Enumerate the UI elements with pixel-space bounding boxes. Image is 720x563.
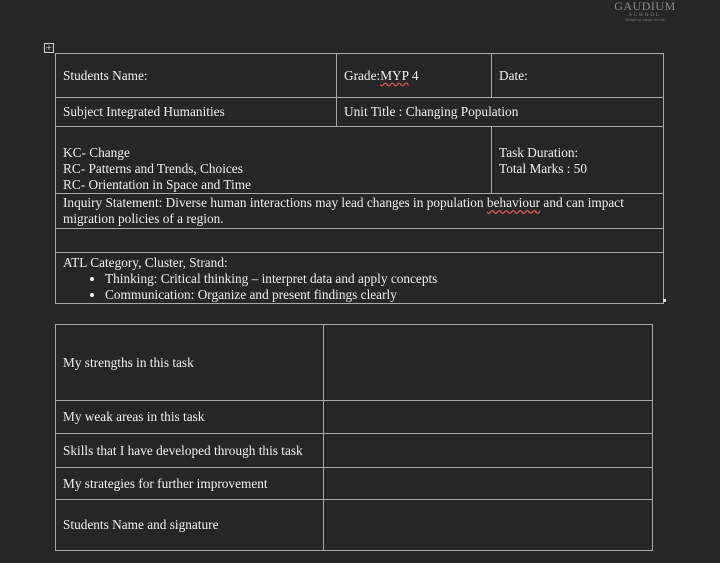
students-name-cell[interactable]: Students Name: (56, 54, 337, 98)
assessment-header-table (55, 53, 664, 304)
concepts-cell[interactable] (56, 127, 492, 194)
table-move-handle-icon[interactable]: + (45, 43, 53, 52)
grade-prefix: Grade: (344, 67, 381, 83)
concept-line: RC- Patterns and Trends, Choices (63, 161, 243, 176)
subject-cell[interactable]: Subject Integrated Humanities (56, 98, 337, 127)
inquiry-text-end: and can impact migration policies of a region. (63, 195, 624, 226)
reflection-answer-cell[interactable] (324, 401, 653, 434)
inquiry-flagged-word: behaviour (486, 195, 541, 210)
reflection-label: My strengths in this task (56, 325, 324, 401)
concept-line: RC- Orientation in Space and Time (63, 177, 251, 192)
reflection-label: Skills that I have developed through this task (56, 434, 324, 468)
school-logo (604, 0, 686, 23)
logo-name: GAUDIUM (614, 0, 676, 13)
reflection-answer-cell[interactable] (324, 468, 653, 500)
concept-line: KC- Change (63, 145, 130, 160)
reflection-answer-cell[interactable] (324, 500, 653, 551)
inquiry-statement-cell[interactable] (56, 194, 664, 229)
empty-row-cell[interactable] (56, 229, 664, 253)
task-info-cell[interactable] (492, 127, 664, 194)
task-duration: Task Duration: (499, 145, 579, 160)
total-marks: Total Marks : 50 (499, 161, 588, 176)
grade-cell[interactable] (337, 54, 492, 98)
reflection-answer-cell[interactable] (324, 325, 653, 401)
inquiry-text: Inquiry Statement: Diverse human interactions may lead changes in population (63, 195, 487, 210)
date-cell[interactable]: Date: (492, 54, 664, 98)
grade-number: 4 (408, 67, 419, 83)
grade-value: MYP (380, 67, 409, 83)
reflection-label: Students Name and signature (56, 500, 324, 551)
atl-list (63, 271, 656, 303)
reflection-label: My strategies for further improvement (56, 468, 324, 500)
reflection-answer-cell[interactable] (324, 434, 653, 468)
atl-item: • Thinking: Critical thinking – interpret data and apply concepts (105, 271, 656, 287)
table-resize-handle[interactable] (663, 299, 666, 302)
reflection-label: My weak areas in this task (56, 401, 324, 434)
logo-sub: SCHOOL (628, 13, 661, 18)
unit-title-cell[interactable]: Unit Title : Changing Population (337, 98, 664, 127)
reflection-table (55, 324, 653, 551)
atl-title: ATL Category, Cluster, Strand: (63, 255, 228, 270)
atl-cell[interactable] (56, 253, 664, 304)
atl-item: • Communication: Organize and present findings clearly (105, 287, 656, 303)
logo-tagline: Scripting happy minds (625, 18, 665, 22)
